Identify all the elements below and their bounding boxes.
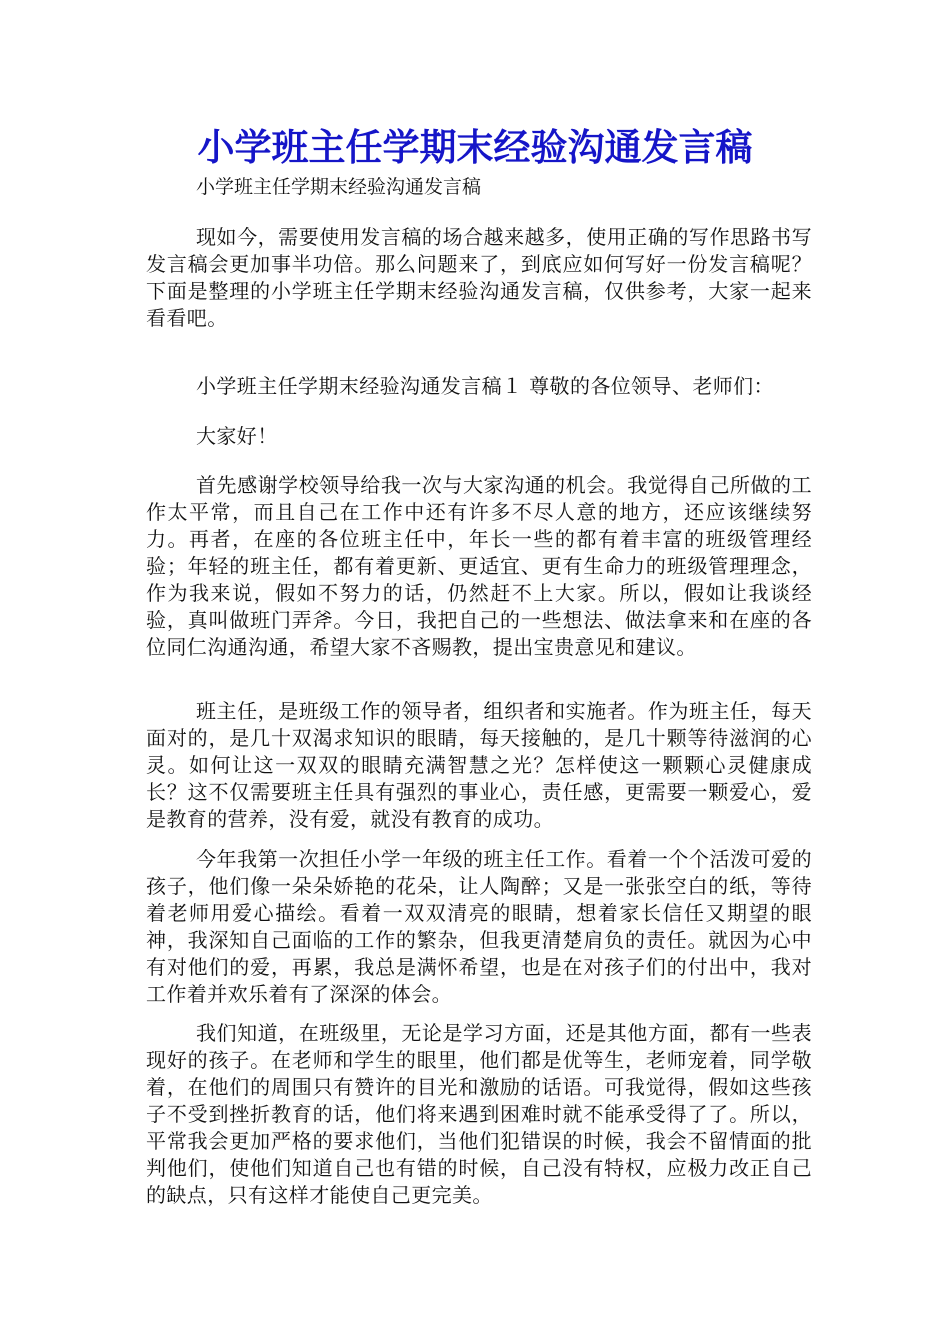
body-paragraph-1: 首先感谢学校领导给我一次与大家沟通的机会。我觉得自己所做的工作太平常，而且自己在工作中还有许多不尽人意的地方，还应该继续努力。再者，在座的各位班主任中，年长一些的都有着丰富的班级管理经验；年轻的班主任，都有着更新、更适宜、更有生命力的班级管理理念，作为我来说，假如不努力的话，仍然赶不上大家。所以，假如让我谈经验，真叫做班门弄斧。今日，我把自己的一些想法、做法拿来和在座的各位同仁沟通沟通，希望大家不吝赐教，提出宝贵意见和建议。 (146, 473, 812, 659)
body-paragraph-2: 班主任，是班级工作的领导者，组织者和实施者。作为班主任，每天面对的，是几十双渴求知识的眼睛，每天接触的，是几十颗等待滋润的心灵。如何让这一双双的眼睛充满智慧之光？怎样使这一颗颗心灵健康成长？这不仅需要班主任具有强烈的事业心，责任感，更需要一颗爱心，爱是教育的营养，没有爱，就没有教育的成功。 (146, 699, 812, 831)
section-heading: 小学班主任学期末经验沟通发言稿１ 尊敬的各位领导、老师们： (196, 374, 774, 398)
document-subtitle: 小学班主任学期末经验沟通发言稿 (196, 176, 482, 198)
intro-paragraph: 现如今，需要使用发言稿的场合越来越多，使用正确的写作思路书写发言稿会更加事半功倍。那么问题来了，到底应如何写好一份发言稿呢？下面是整理的小学班主任学期末经验沟通发言稿，仅供参考，大家一起来看看吧。 (146, 225, 812, 330)
greeting: 大家好！ (196, 424, 278, 448)
body-paragraph-3: 今年我第一次担任小学一年级的班主任工作。看着一个个活泼可爱的孩子，他们像一朵朵娇艳的花朵，让人陶醉；又是一张张空白的纸，等待着老师用爱心描绘。看着一双双清亮的眼睛，想着家长信任又期望的眼神，我深知自己面临的工作的繁杂，但我更清楚肩负的责任。就因为心中有对他们的爱，再累，我总是满怀希望，也是在对孩子们的付出中，我对工作着并欢乐着有了深深的体会。 (146, 847, 812, 1006)
document-title: 小学班主任学期末经验沟通发言稿 (197, 126, 753, 169)
body-paragraph-4: 我们知道，在班级里，无论是学习方面，还是其他方面，都有一些表现好的孩子。在老师和学生的眼里，他们都是优等生，老师宠着，同学敬着，在他们的周围只有赞许的目光和激励的话语。可我觉得，假如这些孩子不受到挫折教育的话，他们将来遇到困难时就不能承受得了了。所以，平常我会更加严格的要求他们，当他们犯错误的时候，我会不留情面的批判他们，使他们知道自己也有错的时候，自己没有特权，应极力改正自己的缺点，只有这样才能使自己更完美。 (146, 1021, 812, 1207)
